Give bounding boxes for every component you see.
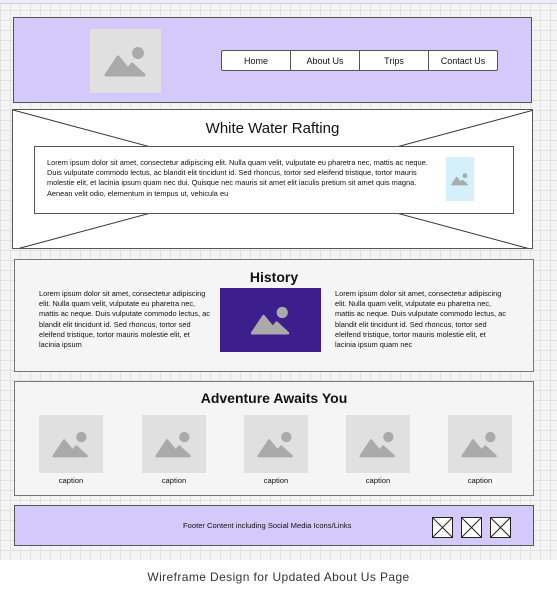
- hero-inline-image-placeholder[interactable]: [446, 157, 474, 201]
- gallery-caption: caption: [365, 476, 391, 485]
- gallery-caption: caption: [467, 476, 493, 485]
- image-placeholder-icon: [250, 305, 292, 335]
- gallery-item[interactable]: [448, 415, 512, 485]
- logo-image-placeholder[interactable]: [90, 29, 161, 93]
- history-left-paragraph: Lorem ipsum dolor sit amet, consectetur adipiscing elit. Nulla quam velit, vulputate eu pharetra nec, mattis ac neque. Duis vulputate commodo lectus, ac blandit elit tincidunt id. Sed rhoncus, tortor sed eleifend tristique, tortor mauris molestie elit, et lacinia ipsum: [39, 289, 210, 350]
- history-title: History: [249, 269, 299, 285]
- nav-contact-us[interactable]: Contact Us: [440, 55, 486, 66]
- gallery-caption: caption: [58, 476, 84, 485]
- history-section: [14, 259, 534, 372]
- figure-caption: Wireframe Design for Updated About Us Page: [147, 570, 410, 584]
- image-placeholder-icon: [155, 430, 193, 458]
- canvas-top-bar: [0, 0, 557, 4]
- nav-home[interactable]: Home: [222, 51, 291, 70]
- image-placeholder-icon: [52, 430, 90, 458]
- gallery-item[interactable]: [142, 415, 206, 485]
- adventure-section: [14, 381, 534, 496]
- image-placeholder-icon: [461, 430, 499, 458]
- hero-text-box: [34, 146, 514, 214]
- image-placeholder-icon: [359, 430, 397, 458]
- hero-paragraph: Lorem ipsum dolor sit amet, consectetur adipiscing elit. Nulla quam velit, vulputate eu pharetra nec, mattis ac neque. Duis vulputate commodo lectus, ac blandit elit tincidunt id. Sed rhoncus, tortor sed eleifend tristique, tortor mauris molestie elit, et lacinia ipsum quam nec dui. Quisque nec mauris sit amet elit iaculis pretium sit amet quis magna. Aenean velit odio, elementum in tempus ut, vehicula eu: [47, 158, 428, 198]
- social-media-placeholder-x-icon[interactable]: [461, 517, 482, 538]
- gallery-image-placeholder[interactable]: [142, 415, 206, 473]
- social-media-placeholder-x-icon[interactable]: [432, 517, 453, 538]
- hero-title: White Water Rafting: [205, 120, 340, 137]
- header-section: [13, 17, 532, 103]
- gallery-item[interactable]: [39, 415, 103, 485]
- hero-section: [12, 109, 533, 249]
- gallery-image-placeholder[interactable]: [244, 415, 308, 473]
- gallery-item[interactable]: [346, 415, 410, 485]
- gallery-image-placeholder[interactable]: [39, 415, 103, 473]
- gallery-image-placeholder[interactable]: [346, 415, 410, 473]
- nav-trips[interactable]: Trips: [360, 51, 429, 70]
- image-placeholder-icon: [257, 430, 295, 458]
- main-nav: [221, 50, 498, 71]
- image-placeholder-icon: [451, 172, 469, 186]
- gallery-caption: caption: [161, 476, 187, 485]
- history-image-placeholder[interactable]: [220, 288, 321, 352]
- history-right-paragraph: Lorem ipsum dolor sit amet, consectetur adipiscing elit. Nulla quam velit, vulputate eu pharetra nec, mattis ac neque. Duis vulputate commodo lectus, ac blandit elit tincidunt id. Sed rhoncus, tortor sed eleifend tristique, tortor mauris molestie elit, et lacinia ipsum quam nec: [335, 289, 506, 350]
- image-placeholder-icon: [104, 45, 148, 77]
- gallery-item[interactable]: [244, 415, 308, 485]
- footer-text: Footer Content including Social Media Icons/Links: [183, 521, 352, 530]
- gallery-image-placeholder[interactable]: [448, 415, 512, 473]
- adventure-title: Adventure Awaits You: [200, 390, 348, 406]
- footer-section: [14, 505, 534, 546]
- gallery-caption: caption: [263, 476, 289, 485]
- social-media-placeholder-x-icon[interactable]: [490, 517, 511, 538]
- nav-about-us[interactable]: About Us: [291, 51, 360, 70]
